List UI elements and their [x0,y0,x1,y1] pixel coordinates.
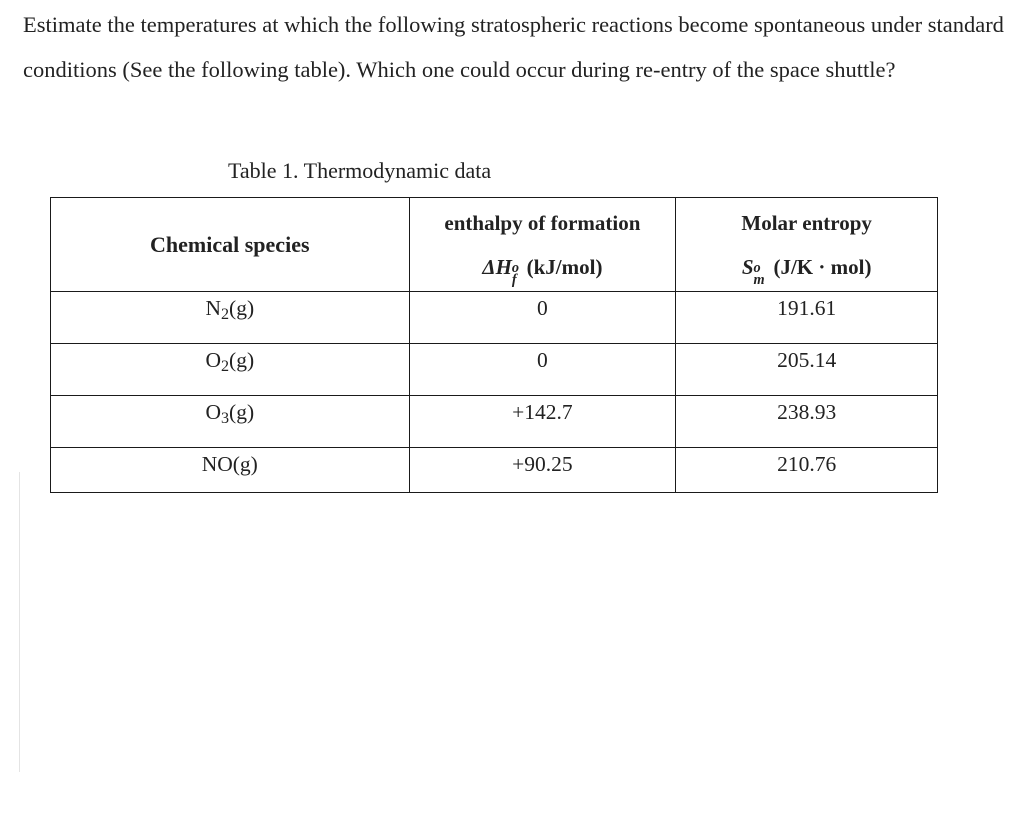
species-state: (g) [229,348,255,372]
enthalpy-symbol: ΔH [482,254,512,279]
header-enthalpy [409,198,676,292]
species-cell [51,292,410,344]
entropy-subscript: m [753,272,765,289]
entropy-cell: 210.76 [676,448,938,493]
table-row [51,396,938,448]
question-text: Estimate the temperatures at which the following stratospheric reactions become spontaneous under standard conditions (See the following table). Which one could occur during re-entry of the space shuttle? [23,12,1004,82]
enthalpy-cell: 0 [409,292,676,344]
table-row [51,292,938,344]
entropy-scripts [753,253,769,289]
table-row [51,344,938,396]
entropy-superscript: o [753,260,761,277]
enthalpy-superscript: o [511,260,520,277]
species-subscript: 2 [220,306,230,324]
header-enthalpy-unit-line [410,245,676,289]
enthalpy-cell: +142.7 [409,396,676,448]
table-row [51,448,938,493]
entropy-cell: 238.93 [676,396,938,448]
species-state: (g) [229,400,255,424]
species-cell [51,344,410,396]
species-subscript: 2 [220,358,230,376]
entropy-cell: 205.14 [676,344,938,396]
entropy-unit: (J/K · mol) [768,254,872,279]
enthalpy-scripts [511,253,527,289]
species-subscript: 3 [220,410,230,428]
species-state: (g) [232,452,258,476]
species-formula: O [205,348,221,372]
thermodynamic-data-table [50,197,938,493]
enthalpy-unit: (kJ/mol) [526,254,603,279]
enthalpy-subscript: f [511,272,517,289]
enthalpy-cell: 0 [409,344,676,396]
header-entropy-unit-line [676,245,937,289]
header-entropy [676,198,938,292]
left-margin-rule [19,472,20,772]
species-cell [51,448,410,493]
entropy-symbol: S [741,254,754,279]
header-enthalpy-label: enthalpy of formation [444,210,641,235]
header-entropy-label: Molar entropy [741,210,872,235]
entropy-cell: 191.61 [676,292,938,344]
species-formula: N [205,296,221,320]
enthalpy-cell: +90.25 [409,448,676,493]
header-species-label: Chemical species [150,231,310,257]
species-state: (g) [229,296,255,320]
header-chemical-species [51,198,410,292]
species-formula: NO [201,452,233,476]
species-formula: O [205,400,221,424]
table-header-row [51,198,938,292]
table-caption: Table 1. Thermodynamic data [228,158,492,183]
species-cell [51,396,410,448]
